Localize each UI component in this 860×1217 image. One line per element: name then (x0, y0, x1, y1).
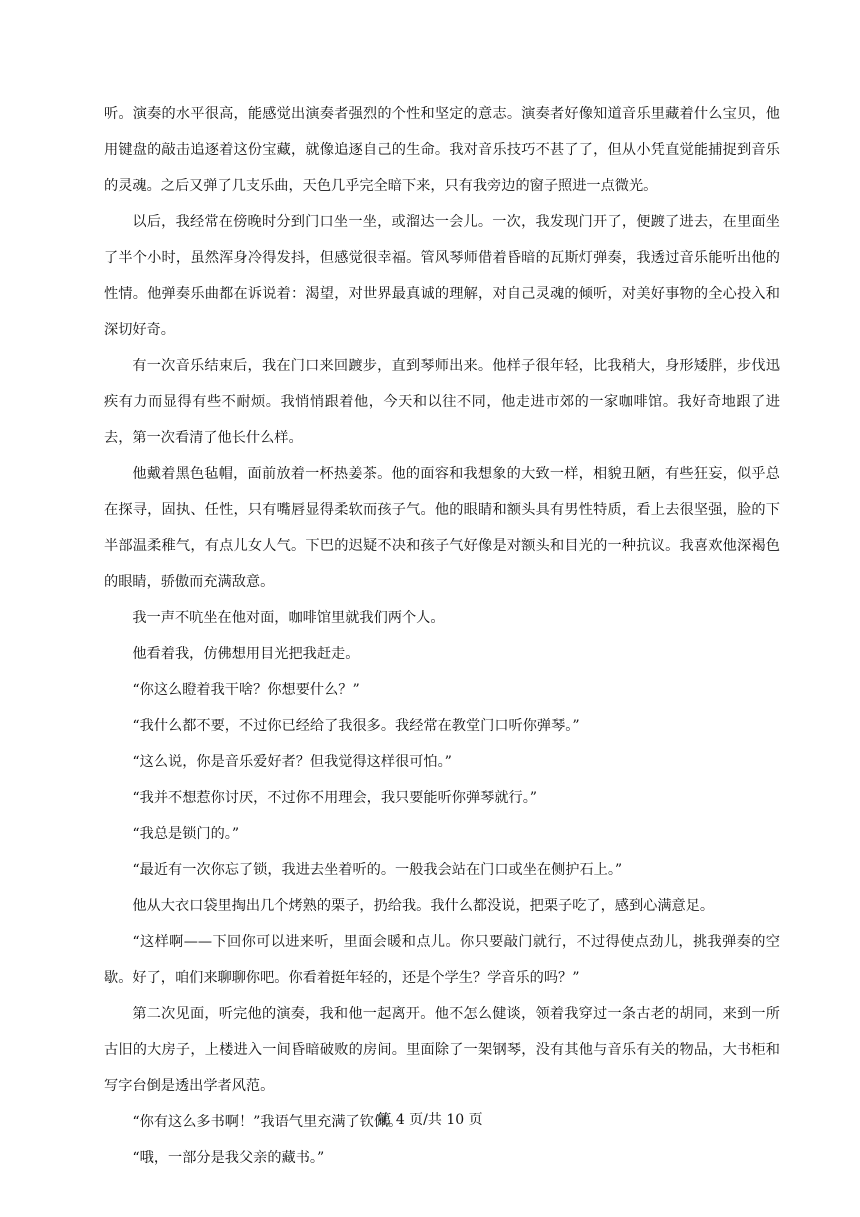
paragraph: 他戴着黑色毡帽，面前放着一杯热姜茶。他的面容和我想象的大致一样，相貌丑陋，有些狂妄，似乎总在探寻，固执、任性，只有嘴唇显得柔软而孩子气。他的眼睛和额头具有男性特质，看上去很坚强，脸的下半部温柔稚气，有点儿女人气。下巴的迟疑不决和孩子气好像是对额头和目光的一种抗议。我喜欢他深褐色的眼睛，骄傲而充满敌意。 (104, 466, 780, 590)
paragraph: 我一声不吭坐在他对面，咖啡馆里就我们两个人。 (132, 610, 445, 626)
paragraph: 听。演奏的水平很高，能感觉出演奏者强烈的个性和坚定的意志。演奏者好像知道音乐里藏着什么宝贝，他用键盘的敲击追逐着这份宝藏，就像追逐自己的生命。我对音乐技巧不甚了了，但从小凭直觉能捕捉到音乐的灵魂。之后又弹了几支乐曲，天色几乎完全暗下来，只有我旁边的窗子照进一点微光。 (104, 106, 780, 194)
document-body (104, 96, 780, 1176)
dialogue-line: “哦，一部分是我父亲的藏书。” (132, 1150, 325, 1166)
paragraph: 第二次见面，听完他的演奏，我和他一起离开。他不怎么健谈，领着我穿过一条古老的胡同，来到一所古旧的大房子，上楼进入一间昏暗破败的房间。里面除了一架钢琴，没有其他与音乐有关的物品，大书柜和写字台倒是透出学者风范。 (104, 1006, 780, 1094)
dialogue-line: “我总是锁门的。” (132, 826, 240, 842)
dialogue-line: “我并不想惹你讨厌，不过你不用理会，我只要能听你弹琴就行。” (132, 790, 538, 806)
paragraph: 以后，我经常在傍晚时分到门口坐一坐，或溜达一会儿。一次，我发现门开了，便踱了进去，在里面坐了半个小时，虽然浑身冷得发抖，但感觉很幸福。管风琴师借着昏暗的瓦斯灯弹奏，我透过音乐能听出他的性情。他弹奏乐曲都在诉说着：渴望，对世界最真诚的理解，对自己灵魂的倾听，对美好事物的全心投入和深切好奇。 (104, 214, 780, 338)
dialogue-line: “你有这么多书啊！”我语气里充满了钦佩。 (132, 1114, 403, 1130)
page-number-footer: 第 4 页/共 10 页 (377, 1112, 483, 1128)
paragraph: 他看着我，仿佛想用目光把我赶走。 (132, 646, 360, 662)
dialogue-line: “这样啊——下回你可以进来听，里面会暖和点儿。你只要敲门就行，不过得使点劲儿，挑我弹奏的空歇。好了，咱们来聊聊你吧。你看着挺年轻的，还是个学生？学音乐的吗？” (104, 934, 780, 986)
dialogue-line: “我什么都不要，不过你已经给了我很多。我经常在教堂门口听你弹琴。” (132, 718, 580, 734)
paragraph: 他从大衣口袋里掏出几个烤熟的栗子，扔给我。我什么都没说，把栗子吃了，感到心满意足。 (132, 898, 715, 914)
paragraph: 有一次音乐结束后，我在门口来回踱步，直到琴师出来。他样子很年轻，比我稍大，身形矮胖，步伐迅疾有力而显得有些不耐烦。我悄悄跟着他，今天和以往不同，他走进市郊的一家咖啡馆。我好奇地跟了进去，第一次看清了他长什么样。 (104, 358, 780, 446)
dialogue-line: “你这么瞪着我干啥？你想要什么？” (132, 682, 360, 698)
dialogue-line: “这么说，你是音乐爱好者？但我觉得这样很可怕。” (132, 754, 452, 770)
dialogue-line: “最近有一次你忘了锁，我进去坐着听的。一般我会站在门口或坐在侧护石上。” (132, 862, 623, 878)
